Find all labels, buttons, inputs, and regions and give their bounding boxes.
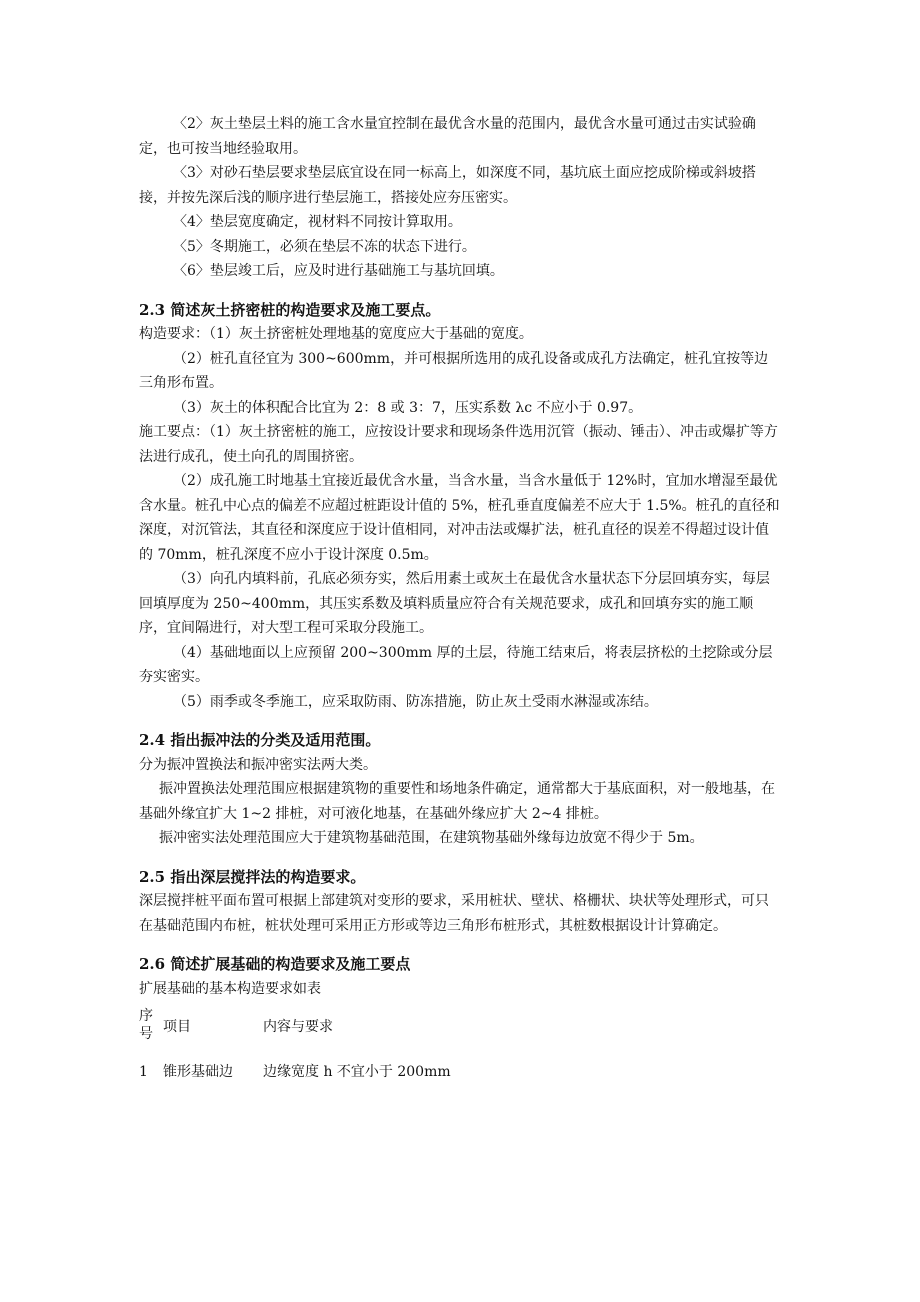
s23-requirement-2: （2）桩孔直径宜为 300~600mm，并可根据所选用的成孔设备或成孔方法确定，桩孔宜按等边三角形布置。 — [139, 350, 769, 391]
header-cell-item: 项目 — [163, 1018, 191, 1035]
s23-point-5: （5）雨季或冬季施工，应采取防雨、防冻措施，防止灰土受雨水淋湿或冻结。 — [173, 693, 658, 710]
s23-point-3: （3）向孔内填料前，孔底必须夯实，然后用素土或灰土在最优含水量状态下分层回填夯实，每层回填厚度为 250~400mm，其压实系数及填料质量应符合有关规范要求，成孔和回填夯实的施工顺序，宜间隔进行，对大型工程可采取分段施工。 — [139, 571, 770, 636]
item-4-paragraph: 〈4〉垫层宽度确定，视材料不同按计算取用。 — [173, 214, 462, 230]
s23-point-2: （2）成孔施工时地基土宜接近最优含水量，当含水量，当含水量低于 12%时，宜加水增湿至最优含水量。桩孔中心点的偏差不应超过桩距设计值的 5%，桩孔垂直度偏差不应大于 1.5%。桩孔的直径和深度，对沉管法，其直径和深度应于设计值相同，对冲击法或爆扩法，桩孔直径的误差不得超过设计值的 70mm，桩孔深度不应小于设计深度 0.5m。 — [139, 473, 780, 563]
s23-requirement-3: （3）灰土的体积配合比宜为 2：8 或 3：7，压实系数 λc 不应小于 0.97。 — [173, 399, 643, 416]
table-cell-index: 1 — [139, 1063, 148, 1080]
item-2-paragraph: 〈2〉灰土垫层土料的施工含水量宜控制在最优含水量的范围内，最优含水量可通过击实试验确定，也可按当地经验取用。 — [139, 116, 756, 157]
s25-body: 深层搅拌桩平面布置可根据上部建筑对变形的要求，采用桩状、壁状、格栅状、块状等处理形式，可只在基础范围内布桩，桩状处理可采用正方形或等边三角形布桩形式，其桩数根据设计计算确定。 — [139, 893, 769, 934]
table-header-row — [139, 1003, 781, 1051]
document-page — [139, 112, 781, 1089]
table-cell-content: 边缘宽度 h 不宜小于 200mm — [263, 1063, 451, 1080]
s23-requirement-1: 构造要求：（1）灰土挤密桩处理地基的宽度应大于基础的宽度。 — [139, 326, 533, 342]
s26-intro: 扩展基础的基本构造要求如表 — [139, 980, 321, 997]
item-6-paragraph: 〈6〉垫层竣工后，应及时进行基础施工与基坑回填。 — [173, 263, 504, 279]
s24-line-1: 分为振冲置换法和振冲密实法两大类。 — [139, 756, 377, 773]
item-3-paragraph: 〈3〉对砂石垫层要求垫层底宜设在同一标高上，如深度不同，基坑底土面应挖成阶梯或斜坡搭接，并按先深后浅的顺序进行垫层施工，搭接处应夯压密实。 — [139, 165, 756, 206]
section-2-4-heading: 2.4 指出振冲法的分类及适用范围。 — [139, 731, 381, 749]
table-cell-item: 锥形基础边 — [163, 1063, 233, 1080]
table-row — [139, 1055, 781, 1089]
foundation-requirements-table — [139, 1003, 781, 1089]
section-2-5-heading: 2.5 指出深层搅拌法的构造要求。 — [139, 867, 366, 886]
section-2-6-heading: 2.6 简述扩展基础的构造要求及施工要点 — [139, 955, 411, 973]
s23-point-4: （4）基础地面以上应预留 200~300mm 厚的土层，待施工结束后，将表层挤松的土挖除或分层夯实密实。 — [139, 644, 773, 685]
s24-line-3: 振冲密实法处理范围应大于建筑物基础范围，在建筑物基础外缘每边放宽不得少于 5m。 — [159, 830, 704, 846]
s24-line-2: 振冲置换法处理范围应根据建筑物的重要性和场地条件确定，通常都大于基底面积，对一般地基，在基础外缘宜扩大 1~2 排桩，对可液化地基，在基础外缘应扩大 2~4 排桩。 — [139, 781, 775, 822]
section-2-3-heading: 2.3 简述灰土挤密桩的构造要求及施工要点。 — [139, 300, 441, 319]
item-5-paragraph: 〈5〉冬期施工，必须在垫层不冻的状态下进行。 — [173, 238, 476, 255]
header-cell-index: 序号 — [139, 1008, 153, 1043]
header-cell-content: 内容与要求 — [263, 1018, 333, 1035]
s23-point-1: 施工要点：（1）灰土挤密桩的施工，应按设计要求和现场条件选用沉管（振动、锤击）、冲击或爆扩等方法进行成孔，使土向孔的周围挤密。 — [139, 424, 778, 465]
